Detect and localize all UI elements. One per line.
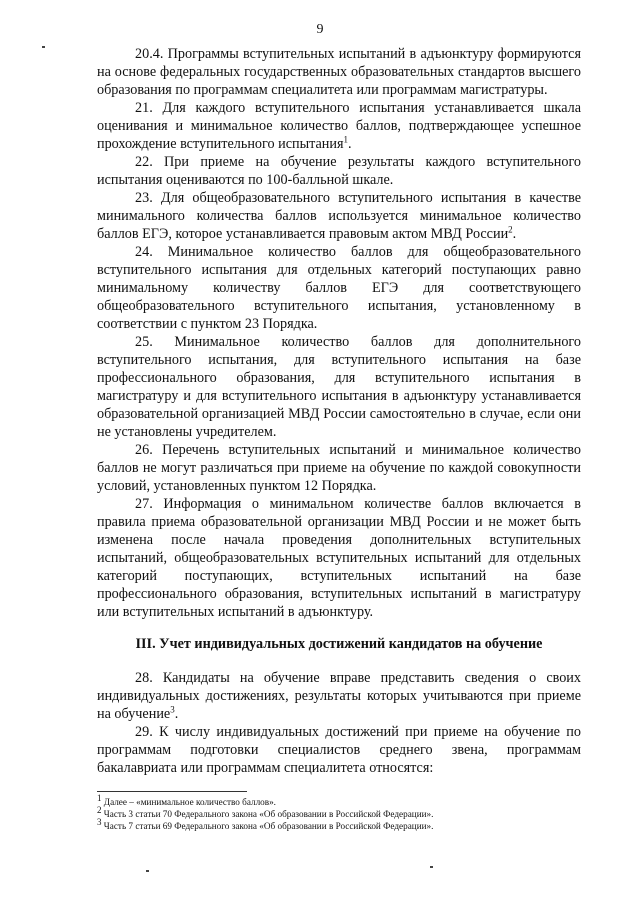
paragraph-26: 26. Перечень вступительных испытаний и минимальное количество баллов не могут различаться при приеме на обучение по каждой совокупности условий, установленных пунктом 12 Порядка.	[97, 442, 581, 494]
footnote-3: $^3$ Часть 7 статьи 69 Федерального закона «Об образовании в Российской Федерации».	[97, 816, 434, 831]
footnote-ref: 3	[170, 704, 175, 715]
paragraph-27: 27. Информация о минимальном количестве баллов включается в правила приема образовательной организации МВД России и не может быть изменена после начала проведения дополнительных вступительных испытаний, общеобразовательных вступительных испытаний для отдельных категорий поступающих, вступительных испытаний на базе профессионального образования, вступительных испытаний в магистратуру или вступительных испытаний в адъюнктуру.	[97, 496, 581, 620]
page-number: 9	[316, 22, 324, 37]
scan-speck	[42, 46, 45, 48]
footnote-2: $^2$ Часть 3 статьи 70 Федерального закона «Об образовании в Российской Федерации».	[97, 804, 434, 819]
paragraph-20-4: 20.4. Программы вступительных испытаний в адъюнктуру формируются на основе федеральных государственных образовательных стандартов высшего образования по программам специалитета или программам магистратуры.	[97, 46, 581, 98]
footnote-ref: 1	[343, 134, 349, 145]
paragraph-21: 21. Для каждого вступительного испытания устанавливается шкала оценивания и минимальное количество баллов, подтверждающее успешное прохождение вступительного испытания$^1$.	[97, 100, 581, 152]
paragraph-25: 25. Минимальное количество баллов для дополнительного вступительного испытания, для вступительного испытания на базе профессионального образования, для вступительного испытания в магистратуру и для вступительного испытания в адъюнктуру устанавливается образовательной организацией МВД России самостоятельно в случае, если они не установлены учредителем.	[97, 334, 581, 440]
paragraphs-before	[97, 45, 581, 621]
footnotes	[97, 792, 581, 832]
scan-speck	[146, 870, 149, 872]
paragraph-23: 23. Для общеобразовательного вступительного испытания в качестве минимального количества баллов используется минимальное количество баллов ЕГЭ, которое устанавливается правовым актом МВД России$^2$.	[97, 190, 581, 242]
paragraph-29: 29. К числу индивидуальных достижений при приеме на обучение по программам подготовки специалистов среднего звена, программам бакалавриата или программам специалитета относятся:	[97, 724, 581, 776]
paragraph-24: 24. Минимальное количество баллов для общеобразовательного вступительного испытания для отдельных категорий поступающих равно минимальному количеству баллов ЕГЭ для соответствующего общеобразовательного вступительного испытания, установленному в соответствии с пунктом 23 Порядка.	[97, 244, 581, 332]
document-body	[97, 45, 581, 777]
footnote-1: $^1$ Далее – «минимальное количество баллов».	[97, 792, 276, 807]
paragraph-22: 22. При приеме на обучение результаты каждого вступительного испытания оцениваются по 100-балльной шкале.	[97, 154, 581, 188]
scan-speck	[430, 866, 433, 868]
footnote-divider	[97, 791, 247, 792]
paragraph-28: 28. Кандидаты на обучение вправе представить сведения о своих индивидуальных достижениях, результаты которых учитываются при приеме на обучение$^3$.	[97, 670, 581, 722]
paragraphs-after	[97, 669, 581, 777]
footnote-ref: 2	[508, 224, 513, 235]
section-heading: III. Учет индивидуальных достижений кандидатов на обучение	[135, 636, 543, 652]
